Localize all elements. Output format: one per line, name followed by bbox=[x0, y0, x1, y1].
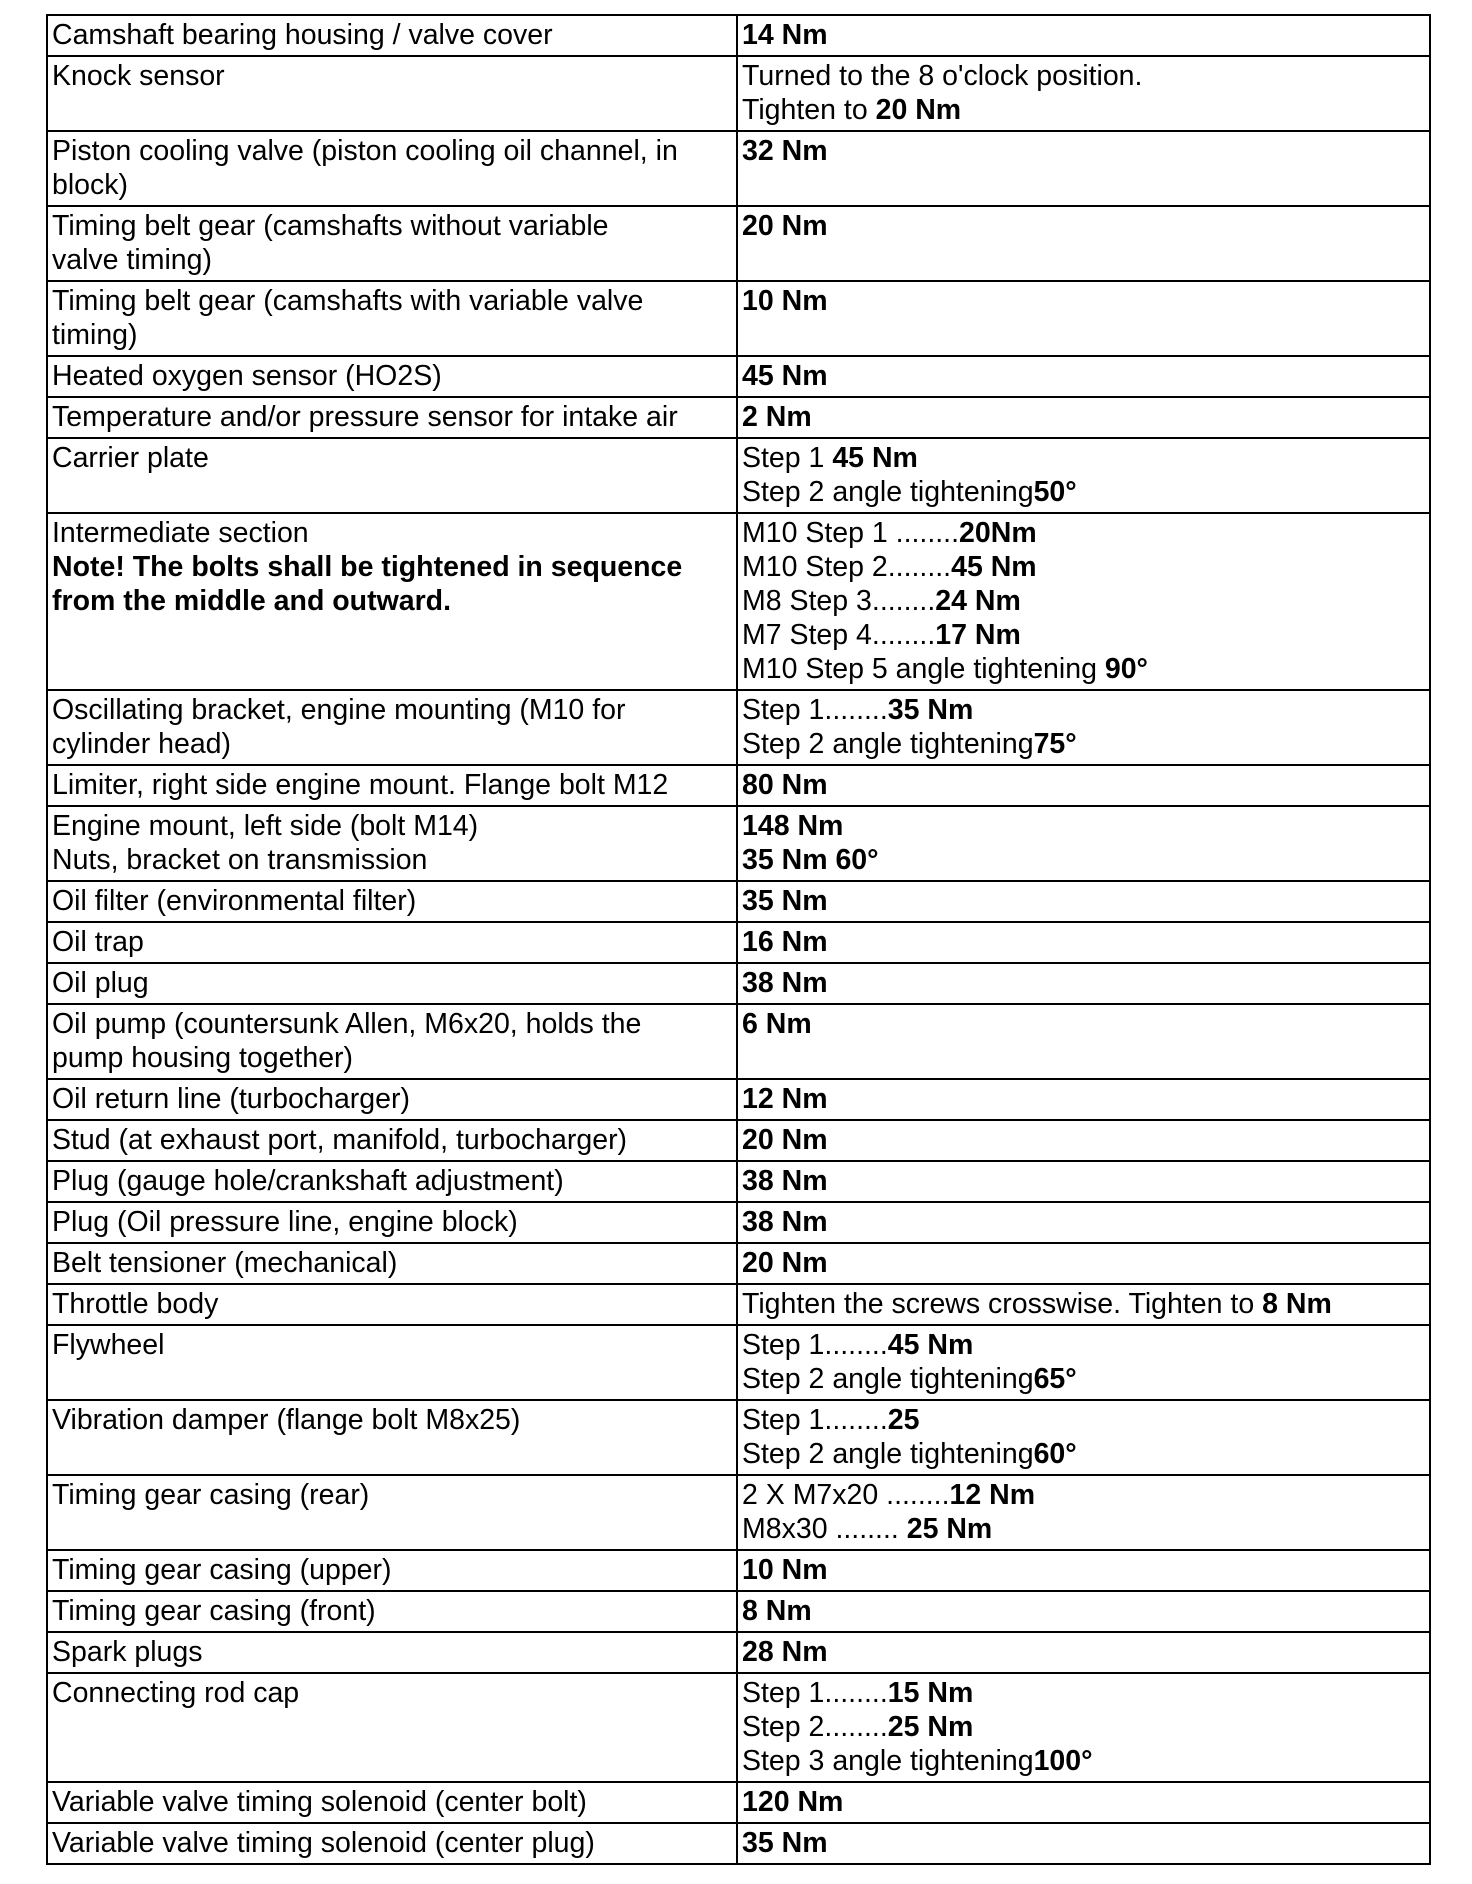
text: Step 2 angle tightening bbox=[742, 728, 1034, 760]
component-cell bbox=[47, 1284, 737, 1325]
text: Timing gear casing (rear) bbox=[52, 1479, 370, 1511]
torque-specification-table bbox=[46, 14, 1431, 1865]
bold-text: 120 Nm bbox=[742, 1786, 844, 1818]
cell-line bbox=[742, 843, 1425, 877]
text: cylinder head) bbox=[52, 728, 232, 760]
bold-text: 24 Nm bbox=[935, 585, 1021, 617]
bold-text: 25 bbox=[887, 1404, 920, 1436]
cell-line bbox=[52, 318, 732, 352]
torque-value-cell bbox=[737, 281, 1430, 356]
text: Timing belt gear (camshafts with variable valve bbox=[52, 285, 644, 317]
torque-value-cell bbox=[737, 806, 1430, 881]
text: timing) bbox=[52, 319, 138, 351]
bold-text: 100° bbox=[1033, 1745, 1093, 1777]
cell-line bbox=[742, 1744, 1425, 1778]
cell-line bbox=[742, 441, 1425, 475]
bold-text: 148 Nm bbox=[742, 810, 844, 842]
component-cell bbox=[47, 1591, 737, 1632]
component-cell bbox=[47, 963, 737, 1004]
cell-line bbox=[742, 1287, 1425, 1321]
table-row bbox=[47, 1325, 1430, 1400]
text: Step 1........ bbox=[742, 694, 888, 726]
bold-text: 35 Nm bbox=[887, 694, 974, 726]
torque-value-cell bbox=[737, 131, 1430, 206]
table-row bbox=[47, 1079, 1430, 1120]
table-row bbox=[47, 765, 1430, 806]
table-row bbox=[47, 1161, 1430, 1202]
bold-text: 50° bbox=[1033, 476, 1077, 508]
bold-text: 90° bbox=[1104, 653, 1148, 685]
table-row bbox=[47, 1591, 1430, 1632]
table-row bbox=[47, 438, 1430, 513]
text: Spark plugs bbox=[52, 1636, 203, 1668]
cell-line bbox=[52, 1082, 732, 1116]
cell-line bbox=[52, 1007, 732, 1041]
component-cell bbox=[47, 397, 737, 438]
cell-line bbox=[52, 243, 732, 277]
component-cell bbox=[47, 1325, 737, 1400]
text: Plug (Oil pressure line, engine block) bbox=[52, 1206, 518, 1238]
cell-line bbox=[742, 768, 1425, 802]
bold-text: 35 Nm bbox=[742, 885, 828, 917]
cell-line bbox=[52, 400, 732, 434]
cell-line bbox=[52, 584, 732, 618]
cell-line bbox=[742, 652, 1425, 686]
bold-text: 8 Nm bbox=[1262, 1288, 1332, 1320]
component-cell bbox=[47, 131, 737, 206]
cell-line bbox=[742, 1676, 1425, 1710]
torque-value-cell bbox=[737, 765, 1430, 806]
component-cell bbox=[47, 1782, 737, 1823]
cell-line bbox=[742, 550, 1425, 584]
table-row bbox=[47, 1284, 1430, 1325]
table-row bbox=[47, 56, 1430, 131]
component-cell bbox=[47, 15, 737, 56]
bold-text: 38 Nm bbox=[742, 1206, 828, 1238]
text: Step 2 angle tightening bbox=[742, 1363, 1034, 1395]
table-row bbox=[47, 806, 1430, 881]
table-row bbox=[47, 1202, 1430, 1243]
component-cell bbox=[47, 1475, 737, 1550]
table-row bbox=[47, 1004, 1430, 1079]
text: Oil trap bbox=[52, 926, 144, 958]
text: Engine mount, left side (bolt M14) bbox=[52, 810, 479, 842]
table-row bbox=[47, 513, 1430, 690]
bold-text: 45 Nm bbox=[742, 360, 828, 392]
table-row bbox=[47, 1243, 1430, 1284]
component-cell bbox=[47, 1161, 737, 1202]
cell-line bbox=[52, 809, 732, 843]
cell-line bbox=[52, 59, 732, 93]
component-cell bbox=[47, 206, 737, 281]
cell-line bbox=[52, 693, 732, 727]
torque-value-cell bbox=[737, 513, 1430, 690]
bold-text: 38 Nm bbox=[742, 967, 828, 999]
bold-text: 10 Nm bbox=[742, 285, 828, 317]
bold-text: 20 Nm bbox=[875, 94, 962, 126]
cell-line bbox=[742, 134, 1425, 168]
text: Variable valve timing solenoid (center bolt) bbox=[52, 1786, 587, 1818]
torque-value-cell bbox=[737, 356, 1430, 397]
table-row bbox=[47, 356, 1430, 397]
table-row bbox=[47, 1120, 1430, 1161]
cell-line bbox=[742, 359, 1425, 393]
component-cell bbox=[47, 1400, 737, 1475]
bold-text: 28 Nm bbox=[742, 1636, 828, 1668]
text: Variable valve timing solenoid (center plug) bbox=[52, 1827, 595, 1859]
text: Oil plug bbox=[52, 967, 149, 999]
bold-text: 15 Nm bbox=[887, 1677, 974, 1709]
bold-text: 2 Nm bbox=[742, 401, 812, 433]
table-row bbox=[47, 397, 1430, 438]
component-cell bbox=[47, 513, 737, 690]
cell-line bbox=[742, 1123, 1425, 1157]
cell-line bbox=[742, 400, 1425, 434]
bold-text: 45 Nm bbox=[887, 1329, 974, 1361]
cell-line bbox=[52, 1478, 732, 1512]
bold-text: 38 Nm bbox=[742, 1165, 828, 1197]
component-cell bbox=[47, 56, 737, 131]
text: M8 Step 3........ bbox=[742, 585, 936, 617]
table-row bbox=[47, 1632, 1430, 1673]
table-row bbox=[47, 1400, 1430, 1475]
text: Tighten to bbox=[742, 94, 876, 126]
torque-value-cell bbox=[737, 1284, 1430, 1325]
cell-line bbox=[52, 1328, 732, 1362]
text: Plug (gauge hole/crankshaft adjustment) bbox=[52, 1165, 564, 1197]
cell-line bbox=[742, 1362, 1425, 1396]
component-cell bbox=[47, 1243, 737, 1284]
text: Vibration damper (flange bolt M8x25) bbox=[52, 1404, 521, 1436]
text: Timing gear casing (upper) bbox=[52, 1554, 392, 1586]
table-row bbox=[47, 881, 1430, 922]
bold-text: 75° bbox=[1033, 728, 1077, 760]
cell-line bbox=[742, 1437, 1425, 1471]
bold-text: 20 Nm bbox=[742, 210, 828, 242]
cell-line bbox=[52, 966, 732, 1000]
cell-line bbox=[52, 1635, 732, 1669]
cell-line bbox=[52, 1594, 732, 1628]
text: Connecting rod cap bbox=[52, 1677, 300, 1709]
torque-value-cell bbox=[737, 881, 1430, 922]
bold-text: 20 Nm bbox=[742, 1247, 828, 1279]
text: valve timing) bbox=[52, 244, 212, 276]
text: Oil return line (turbocharger) bbox=[52, 1083, 410, 1115]
cell-line bbox=[52, 1205, 732, 1239]
bold-text: 45 Nm bbox=[951, 551, 1037, 583]
bold-text: 35 Nm 60° bbox=[742, 844, 879, 876]
torque-value-cell bbox=[737, 1782, 1430, 1823]
bold-text: 25 Nm bbox=[887, 1711, 974, 1743]
table-row bbox=[47, 1475, 1430, 1550]
text: M7 Step 4........ bbox=[742, 619, 936, 651]
cell-line bbox=[52, 884, 732, 918]
cell-line bbox=[52, 727, 732, 761]
bold-text: 25 Nm bbox=[906, 1513, 993, 1545]
text: Step 2 angle tightening bbox=[742, 1438, 1034, 1470]
text: Oscillating bracket, engine mounting (M10 for bbox=[52, 694, 626, 726]
bold-text: 12 Nm bbox=[742, 1083, 828, 1115]
bold-text: 14 Nm bbox=[742, 19, 828, 51]
cell-line bbox=[52, 1826, 732, 1860]
cell-line bbox=[742, 584, 1425, 618]
text: Step 1 bbox=[742, 442, 833, 474]
component-cell bbox=[47, 1550, 737, 1591]
torque-value-cell bbox=[737, 1591, 1430, 1632]
bold-text: 45 Nm bbox=[832, 442, 918, 474]
bold-text: 16 Nm bbox=[742, 926, 828, 958]
component-cell bbox=[47, 281, 737, 356]
cell-line bbox=[52, 1403, 732, 1437]
cell-line bbox=[52, 550, 732, 584]
cell-line bbox=[742, 693, 1425, 727]
cell-line bbox=[52, 925, 732, 959]
cell-line bbox=[742, 475, 1425, 509]
text: Step 2........ bbox=[742, 1711, 888, 1743]
text: Nuts, bracket on transmission bbox=[52, 844, 428, 876]
bold-text: 12 Nm bbox=[949, 1479, 1036, 1511]
cell-line bbox=[742, 59, 1425, 93]
cell-line bbox=[742, 1164, 1425, 1198]
cell-line bbox=[52, 1123, 732, 1157]
text: Knock sensor bbox=[52, 60, 225, 92]
component-cell bbox=[47, 1004, 737, 1079]
text: pump housing together) bbox=[52, 1042, 354, 1074]
cell-line bbox=[742, 966, 1425, 1000]
torque-value-cell bbox=[737, 206, 1430, 281]
torque-value-cell bbox=[737, 1550, 1430, 1591]
text: Step 1........ bbox=[742, 1329, 888, 1361]
torque-value-cell bbox=[737, 397, 1430, 438]
cell-line bbox=[52, 1553, 732, 1587]
cell-line bbox=[52, 18, 732, 52]
cell-line bbox=[52, 359, 732, 393]
text: Carrier plate bbox=[52, 442, 209, 474]
cell-line bbox=[52, 168, 732, 202]
torque-value-cell bbox=[737, 1823, 1430, 1864]
text: Camshaft bearing housing / valve cover bbox=[52, 19, 553, 51]
cell-line bbox=[742, 1553, 1425, 1587]
torque-value-cell bbox=[737, 1632, 1430, 1673]
torque-value-cell bbox=[737, 438, 1430, 513]
text: Temperature and/or pressure sensor for intake air bbox=[52, 401, 678, 433]
cell-line bbox=[742, 1082, 1425, 1116]
table-row bbox=[47, 131, 1430, 206]
cell-line bbox=[742, 727, 1425, 761]
bold-text: from the middle and outward. bbox=[52, 585, 452, 617]
text: M10 Step 5 angle tightening bbox=[742, 653, 1105, 685]
text: M8x30 ........ bbox=[742, 1513, 907, 1545]
bold-text: 17 Nm bbox=[935, 619, 1021, 651]
bold-text: 8 Nm bbox=[742, 1595, 812, 1627]
bold-text: 65° bbox=[1033, 1363, 1077, 1395]
text: Timing gear casing (front) bbox=[52, 1595, 376, 1627]
table-row bbox=[47, 1823, 1430, 1864]
text: Tighten the screws crosswise. Tighten to bbox=[742, 1288, 1263, 1320]
torque-value-cell bbox=[737, 1475, 1430, 1550]
torque-value-cell bbox=[737, 1673, 1430, 1782]
torque-value-cell bbox=[737, 963, 1430, 1004]
table-row bbox=[47, 15, 1430, 56]
torque-value-cell bbox=[737, 922, 1430, 963]
torque-table-body bbox=[47, 15, 1430, 1864]
component-cell bbox=[47, 690, 737, 765]
torque-value-cell bbox=[737, 690, 1430, 765]
text: Oil filter (environmental filter) bbox=[52, 885, 417, 917]
text: Heated oxygen sensor (HO2S) bbox=[52, 360, 442, 392]
cell-line bbox=[742, 1246, 1425, 1280]
cell-line bbox=[742, 1328, 1425, 1362]
text: 2 X M7x20 ........ bbox=[742, 1479, 950, 1511]
text: Step 1........ bbox=[742, 1404, 888, 1436]
component-cell bbox=[47, 1673, 737, 1782]
text: Limiter, right side engine mount. Flange bolt M12 bbox=[52, 769, 669, 801]
cell-line bbox=[52, 843, 732, 877]
torque-value-cell bbox=[737, 1202, 1430, 1243]
cell-line bbox=[742, 209, 1425, 243]
cell-line bbox=[742, 1512, 1425, 1546]
cell-line bbox=[52, 1785, 732, 1819]
cell-line bbox=[52, 209, 732, 243]
cell-line bbox=[742, 1403, 1425, 1437]
bold-text: 80 Nm bbox=[742, 769, 828, 801]
text: Step 1........ bbox=[742, 1677, 888, 1709]
bold-text: 20 Nm bbox=[742, 1124, 828, 1156]
text: Timing belt gear (camshafts without variable bbox=[52, 210, 609, 242]
torque-value-cell bbox=[737, 1120, 1430, 1161]
cell-line bbox=[742, 18, 1425, 52]
component-cell bbox=[47, 881, 737, 922]
cell-line bbox=[52, 134, 732, 168]
component-cell bbox=[47, 1632, 737, 1673]
cell-line bbox=[52, 1041, 732, 1075]
cell-line bbox=[52, 516, 732, 550]
component-cell bbox=[47, 1823, 737, 1864]
text: Step 3 angle tightening bbox=[742, 1745, 1034, 1777]
cell-line bbox=[742, 284, 1425, 318]
cell-line bbox=[742, 1826, 1425, 1860]
torque-value-cell bbox=[737, 56, 1430, 131]
component-cell bbox=[47, 806, 737, 881]
bold-text: 10 Nm bbox=[742, 1554, 828, 1586]
text: Stud (at exhaust port, manifold, turbocharger) bbox=[52, 1124, 628, 1156]
torque-value-cell bbox=[737, 1004, 1430, 1079]
text: Belt tensioner (mechanical) bbox=[52, 1247, 398, 1279]
cell-line bbox=[52, 1676, 732, 1710]
text: Oil pump (countersunk Allen, M6x20, holds the bbox=[52, 1008, 642, 1040]
cell-line bbox=[52, 1164, 732, 1198]
bold-text: 20Nm bbox=[959, 517, 1037, 549]
torque-value-cell bbox=[737, 15, 1430, 56]
torque-value-cell bbox=[737, 1325, 1430, 1400]
text: Throttle body bbox=[52, 1288, 219, 1320]
cell-line bbox=[742, 1205, 1425, 1239]
table-row bbox=[47, 1673, 1430, 1782]
cell-line bbox=[742, 618, 1425, 652]
table-row bbox=[47, 206, 1430, 281]
cell-line bbox=[742, 1007, 1425, 1041]
table-row bbox=[47, 922, 1430, 963]
component-cell bbox=[47, 1120, 737, 1161]
text: M10 Step 1 ........ bbox=[742, 517, 960, 549]
text: Intermediate section bbox=[52, 517, 309, 549]
text: Flywheel bbox=[52, 1329, 165, 1361]
table-row bbox=[47, 281, 1430, 356]
torque-value-cell bbox=[737, 1079, 1430, 1120]
cell-line bbox=[52, 284, 732, 318]
bold-text: 6 Nm bbox=[742, 1008, 812, 1040]
text: Piston cooling valve (piston cooling oil channel, in bbox=[52, 135, 678, 167]
cell-line bbox=[52, 1287, 732, 1321]
text: block) bbox=[52, 169, 129, 201]
bold-text: 32 Nm bbox=[742, 135, 828, 167]
cell-line bbox=[742, 925, 1425, 959]
cell-line bbox=[742, 93, 1425, 127]
component-cell bbox=[47, 765, 737, 806]
cell-line bbox=[52, 768, 732, 802]
text: Turned to the 8 o'clock position. bbox=[742, 60, 1143, 92]
cell-line bbox=[742, 1478, 1425, 1512]
torque-value-cell bbox=[737, 1400, 1430, 1475]
table-row bbox=[47, 963, 1430, 1004]
text: M10 Step 2........ bbox=[742, 551, 952, 583]
bold-text: 35 Nm bbox=[742, 1827, 828, 1859]
text: Step 2 angle tightening bbox=[742, 476, 1034, 508]
table-row bbox=[47, 1550, 1430, 1591]
cell-line bbox=[742, 516, 1425, 550]
torque-value-cell bbox=[737, 1243, 1430, 1284]
bold-text: 60° bbox=[1033, 1438, 1077, 1470]
cell-line bbox=[52, 441, 732, 475]
cell-line bbox=[742, 884, 1425, 918]
cell-line bbox=[742, 1635, 1425, 1669]
cell-line bbox=[742, 1594, 1425, 1628]
component-cell bbox=[47, 922, 737, 963]
torque-value-cell bbox=[737, 1161, 1430, 1202]
cell-line bbox=[742, 1785, 1425, 1819]
cell-line bbox=[742, 1710, 1425, 1744]
component-cell bbox=[47, 438, 737, 513]
table-row bbox=[47, 1782, 1430, 1823]
cell-line bbox=[52, 1246, 732, 1280]
cell-line bbox=[742, 809, 1425, 843]
bold-text: Note! The bolts shall be tightened in sequence bbox=[52, 551, 683, 583]
component-cell bbox=[47, 1079, 737, 1120]
component-cell bbox=[47, 356, 737, 397]
table-row bbox=[47, 690, 1430, 765]
component-cell bbox=[47, 1202, 737, 1243]
